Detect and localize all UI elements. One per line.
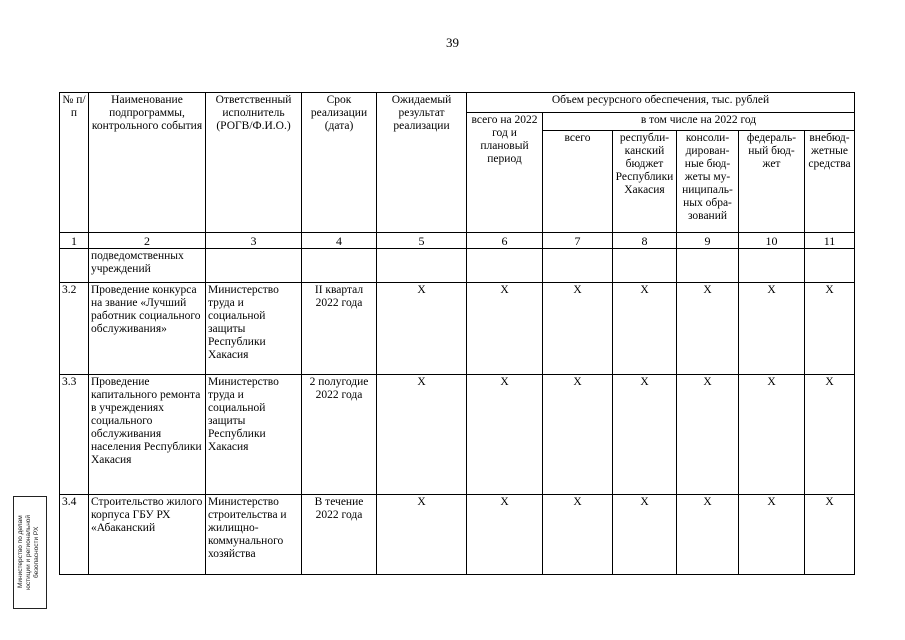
row-mark: X — [377, 283, 467, 375]
row-executor: Министерство труда и социальной защиты Республики Хакасия — [206, 283, 302, 375]
row-number: 3.4 — [60, 495, 89, 575]
row-term — [302, 249, 377, 283]
header-total-period: всего на 2022 год и плановый период — [467, 113, 543, 233]
row-mark: X — [677, 283, 739, 375]
row-mark: X — [613, 375, 677, 495]
row-event-name: Проведение капитального ремонта в учреждениях социального обслуживания населения Республики Хакасия — [89, 375, 206, 495]
header-term: Срок реализации (дата) — [302, 93, 377, 233]
header-total-2022: всего — [543, 131, 613, 233]
row-number — [60, 249, 89, 283]
row-mark — [739, 249, 805, 283]
table-row — [60, 249, 855, 283]
col-number: 8 — [613, 233, 677, 249]
row-mark: X — [805, 283, 855, 375]
header-extrabudgetary: внебюд-жетные средства — [805, 131, 855, 233]
row-number: 3.3 — [60, 375, 89, 495]
row-mark — [805, 249, 855, 283]
row-mark — [377, 249, 467, 283]
row-mark — [467, 249, 543, 283]
col-number: 4 — [302, 233, 377, 249]
row-term: 2 полугодие 2022 года — [302, 375, 377, 495]
row-mark: X — [377, 375, 467, 495]
row-number: 3.2 — [60, 283, 89, 375]
row-event-name: Проведение конкурса на звание «Лучший работник социального обслуживания» — [89, 283, 206, 375]
col-number: 9 — [677, 233, 739, 249]
header-resources: Объем ресурсного обеспечения, тыс. рублей — [467, 93, 855, 113]
header-republic-budget: республи-канский бюджет Республики Хакасия — [613, 131, 677, 233]
col-number: 3 — [206, 233, 302, 249]
table-row — [60, 283, 855, 375]
row-term: В течение 2022 года — [302, 495, 377, 575]
row-mark: X — [739, 375, 805, 495]
row-mark — [613, 249, 677, 283]
header-executor: Ответственный исполнитель (РОГВ/Ф.И.О.) — [206, 93, 302, 233]
header-name: Наименование подпрограммы, контрольного события — [89, 93, 206, 233]
row-mark: X — [467, 283, 543, 375]
row-mark: X — [739, 495, 805, 575]
row-mark: X — [543, 495, 613, 575]
row-mark: X — [677, 375, 739, 495]
row-mark — [677, 249, 739, 283]
row-mark — [543, 249, 613, 283]
table-row — [60, 375, 855, 495]
row-executor: Министерство строительства и жилищно-коммунального хозяйства — [206, 495, 302, 575]
registration-stamp — [5, 496, 51, 611]
row-mark: X — [613, 283, 677, 375]
col-number: 11 — [805, 233, 855, 249]
header-federal-budget: федераль-ный бюд-жет — [739, 131, 805, 233]
row-mark: X — [467, 495, 543, 575]
header-municipal-budgets: консоли-дирован-ные бюд-жеты му-ниципаль-ных обра-зований — [677, 131, 739, 233]
row-mark: X — [543, 283, 613, 375]
table-row — [60, 495, 855, 575]
header-number: № п/п — [60, 93, 89, 233]
row-mark: X — [543, 375, 613, 495]
col-number: 5 — [377, 233, 467, 249]
col-number: 1 — [60, 233, 89, 249]
row-mark: X — [739, 283, 805, 375]
row-event-name: подведомственных учреждений — [89, 249, 206, 283]
row-mark: X — [805, 375, 855, 495]
row-executor — [206, 249, 302, 283]
resource-table — [59, 92, 855, 575]
row-mark: X — [613, 495, 677, 575]
row-term: II квартал 2022 года — [302, 283, 377, 375]
row-mark: X — [377, 495, 467, 575]
row-event-name: Строительство жилого корпуса ГБУ РХ «Абаканский — [89, 495, 206, 575]
col-number: 6 — [467, 233, 543, 249]
header-including-2022: в том числе на 2022 год — [543, 113, 855, 131]
row-mark: X — [677, 495, 739, 575]
row-mark: X — [467, 375, 543, 495]
col-number: 2 — [89, 233, 206, 249]
row-mark: X — [805, 495, 855, 575]
header-result: Ожидаемый результат реализации — [377, 93, 467, 233]
row-executor: Министерство труда и социальной защиты Республики Хакасия — [206, 375, 302, 495]
col-number: 7 — [543, 233, 613, 249]
stamp-text: Министерство по делам юстиции и региональной безопасности РХ — [17, 514, 40, 590]
page-number: 39 — [446, 35, 459, 50]
col-number: 10 — [739, 233, 805, 249]
